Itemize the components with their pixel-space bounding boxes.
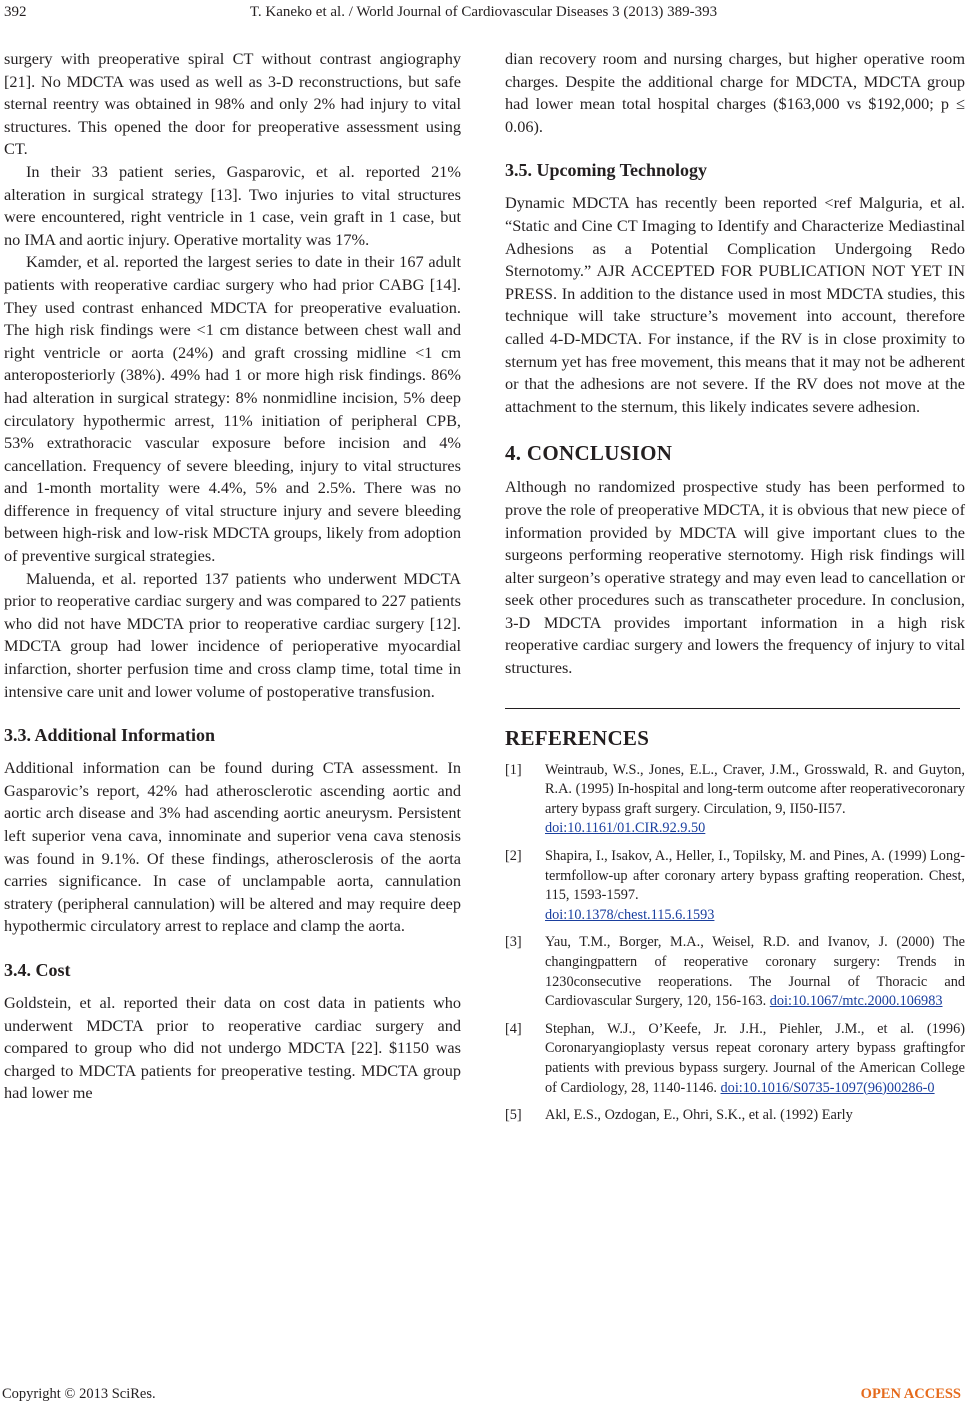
paragraph: Additional information can be found during CTA assessment. In Gasparovic’s report, 42% had atherosclerotic ascending aortic and aortic arch disease and 3% had ascending aortic aneurysm. Persistent left superior vena cava, innominate and superior vena cava stenosis was found in 9.1%. Of these findings, atherosclerosis of the aorta carries significance. In case of unclampable aorta, cannulation stratery (peripheral cannulation) will be altered and may require deep hypothermic circulatory arrest to replace and clamp the aorta. — [4, 758, 461, 936]
paragraph: Maluenda, et al. reported 137 patients who underwent MDCTA prior to reoperative cardiac surgery and was compared to 227 patients who did not have MDCTA prior to reoperative cardiac surgery [12]. MDCTA group had lower incidence of perioperative myocardial infarction, shorter perfusion time and cross clamp time, total time in intensive care unit and lower volume of postoperative transfusion. — [4, 568, 461, 701]
page-number: 392 — [4, 4, 27, 20]
right-column — [505, 48, 965, 1134]
reference-text: Akl, E.S., Ozdogan, E., Ohri, S.K., et al. (1992) Early — [545, 1107, 853, 1124]
reference-doi-link[interactable]: doi:10.1161/01.CIR.92.9.50 — [545, 820, 706, 837]
reference-item — [505, 847, 965, 925]
reference-item — [505, 1106, 965, 1126]
section-heading-conclusion: 4. CONCLUSION — [505, 441, 673, 466]
reference-number: [3] — [505, 934, 522, 951]
reference-doi-link[interactable]: doi:10.1016/S0735-1097(96)00286-0 — [720, 1079, 935, 1096]
reference-item — [505, 933, 965, 1011]
reference-text: Yau, T.M., Borger, M.A., Weisel, R.D. and Ivanov, J. (2000) The changingpattern of reoperative coronary surgery: Trends in 1230consecutive reoperations. The Journal of Thoracic and Cardiovascular Surgery, 120, 156-163. — [545, 934, 965, 1010]
reference-number: [5] — [505, 1107, 522, 1124]
reference-item — [505, 761, 965, 839]
copyright-notice: Copyright © 2013 SciRes. — [2, 1386, 156, 1402]
reference-doi-link[interactable]: doi:10.1378/chest.115.6.1593 — [545, 906, 715, 923]
reference-text: Stephan, W.J., O’Keefe, Jr. J.H., Piehler, J.M., et al. (1996) Coronaryangioplasty versus repeat coronary artery bypass graftingfor patients with previous bypass surgery. Journal of the American College of Cardiology, 28, 1140-1146. — [545, 1020, 965, 1096]
section-heading-additional-information: 3.3. Additional Information — [4, 725, 216, 746]
divider — [505, 708, 960, 709]
paragraph: Kamder, et al. reported the largest series to date in their 167 adult patients with reoperative cardiac surgery who had prior CABG [14]. They used contrast enhanced MDCTA for preoperative evaluation. The high risk findings were <1 cm distance between chest wall and right ventricle or aorta (24%) and graft crossing midline <1 cm anteroposteriorly (38%). 49% had 1 or more high risk findings. 86% had alteration in surgical strategy: 8% nonmidline incision, 5% deep circulatory hypothermic arrest, 11% initiation of peripheral CPB, 53% extrathoracic vascular exposure before incision and 4% cancellation. Frequency of severe bleeding, injury to vital structures and 1-month mortality were 4.4%, 5% and 2.5%. There was no difference in frequency of vital structure injury and severe bleeding between high-risk and low-risk MDCTA groups, likely from adoption of preventive surgical strategies. — [4, 252, 461, 566]
paragraph: In their 33 patient series, Gasparovic, et al. reported 21% alteration in surgical strategy [13]. Two injuries to vital structures were encountered, right ventricle in 1 case, vein graft in 1 case, but no IMA and aortic injury. Operative mortality was 17%. — [4, 161, 461, 249]
reference-number: [1] — [505, 761, 522, 778]
paragraph: Goldstein, et al. reported their data on cost data in patients who underwent MDCTA prior to reoperative cardiac surgery and compared to group who did not undergo MDCTA [22]. $1150 was charged to MDCTA patients for preoperative testing. MDCTA group had lower me — [4, 992, 461, 1103]
page-header — [0, 0, 967, 36]
left-column — [4, 48, 461, 1105]
section-heading-cost: 3.4. Cost — [4, 959, 71, 980]
reference-list — [505, 761, 965, 1126]
references-heading: REFERENCES — [505, 725, 650, 750]
paragraph: Although no randomized prospective study has been performed to prove the role of preoperative MDCTA, it is obvious that new piece of information provided by MDCTA will give important clues to the surgeons performing reoperative sternotomy. High risk findings will alter surgeon’s operative strategy and may even lead to cancellation or seek other procedures such as transcatheter procedure. In conclusion, 3-D MDCTA provides important information in a high risk reoperative cardiac surgery and lowers the frequency of injury to vital structures. — [505, 477, 965, 678]
reference-text: Shapira, I., Isakov, A., Heller, I., Topilsky, M. and Pines, A. (1999) Long-termfollow-up after coronary artery bypass grafting reoperation. Chest, 115, 1593-1597. — [545, 848, 965, 904]
reference-number: [2] — [505, 848, 522, 865]
paragraph: dian recovery room and nursing charges, but higher operative room charges. Despite the additional charge for MDCTA, MDCTA group had lower mean total hospital charges ($163,000 vs $192,000; p ≤ 0.06). — [505, 49, 965, 136]
reference-text: Weintraub, W.S., Jones, E.L., Craver, J.M., Grosswald, R. and Guyton, R.A. (1995) In-hospital and long-term outcome after reoperativecoronary artery bypass graft surgery. Circulation, 9, II50-II57. — [545, 761, 965, 817]
reference-number: [4] — [505, 1020, 522, 1037]
paragraph: surgery with preoperative spiral CT without contrast angiography [21]. No MDCTA was used as well as 3-D reconstructions, but safe sternal reentry was obtained in 98% and only 2% had injury to vital structures. This opened the door for preoperative assessment using CT. — [4, 49, 461, 159]
reference-item — [505, 1020, 965, 1098]
section-heading-upcoming-technology: 3.5. Upcoming Technology — [505, 160, 708, 181]
open-access-label: OPEN ACCESS — [860, 1386, 961, 1402]
running-head: T. Kaneko et al. / World Journal of Cardiovascular Diseases 3 (2013) 389-393 — [249, 4, 718, 20]
reference-doi-link[interactable]: doi:10.1067/mtc.2000.106983 — [769, 993, 943, 1010]
paragraph: Dynamic MDCTA has recently been reported <ref Malguria, et al. “Static and Cine CT Imaging to Identify and Characterize Mediastinal Adhesions as a Potential Complication Undergoing Redo Sternotomy.” AJR ACCEPTED FOR PUBLICATION NOT YET IN PRESS. In addition to the distance used in most MDCTA studies, this technique will take structure’s movement into account, therefore called 4-D-MDCTA. For instance, if the RV is in close proximity to sternum yet has free movement, this means that it may not be adherent or that the adhesions are not severe. If the RV does not move at the attachment to the sternum, this likely indicates severe adhesion. — [505, 193, 965, 416]
page-footer — [0, 1386, 967, 1410]
